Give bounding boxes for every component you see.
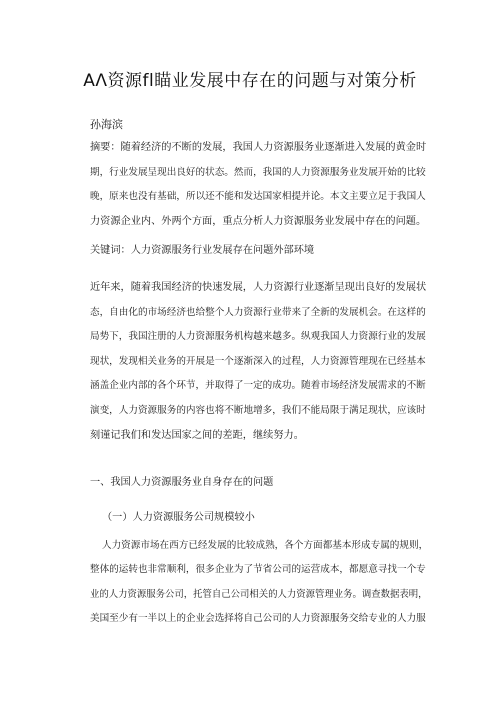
section-heading: 一、我国人力资源服务业自身存在的问题 [90,477,274,488]
body-line: 整体的运转也非常顺利，很多企业为了节省公司的运营成本，都愿意寻找一个专 [90,564,426,575]
abstract-line: 期，行业发展呈现出良好的状态。然而，我国的人力资源服务业发展开始的比较 [90,166,426,178]
abstract-paragraph [90,136,430,234]
document-title [0,66,500,91]
intro-line: 近年来，随着我国经济的快速发展，人力资源行业逐渐呈现出良好的发展状 [90,282,427,293]
intro-line: 局势下，我国注册的人力资源服务机构越来越多。纵观我国人力资源行业的发展 [90,331,426,343]
author-name: 孙海滨 [90,118,123,131]
body-line: 业的人力资源服务公司，托管自己公司相关的人力资源管理业务。调查数据表明， [90,588,428,600]
body-paragraph-continued [90,558,432,632]
body-line: 人力资源市场在西方已经发展的比较成熟，各个方面都基本形成专属的规则， [102,540,429,551]
body-line: 美国至少有一半以上的企业会选择将自己公司的人力资源服务交给专业的人力服 [90,613,426,625]
intro-paragraph [90,276,430,448]
intro-line: 刻谨记我们和发达国家之间的差距，继续努力。 [90,429,304,441]
abstract-line: 力资源企业内、外两个方面，重点分析人力资源服务业发展中存在的问题。 [90,215,427,227]
intro-line: 演变，人力资源服务的内容也将不断地增多，我们不能局限于满足现状，应该时 [90,404,426,416]
subsection-heading: （一）人力资源服务公司规模较小 [102,512,255,523]
intro-line: 现状，发现相关业务的开展是一个逐渐深入的过程，人力资源管理现在已经基本 [90,355,426,367]
body-paragraph [102,534,432,559]
document-title-text: AΛ资源fl瞄业发展中存在的问题与对策分析 [83,71,417,91]
keywords-line: 关键词：人力资源服务行业发展存在问题外部环境 [90,245,315,256]
abstract-line: 晚，原来也没有基础，所以还不能和发达国家相提并论。本文主要立足于我国人 [90,191,426,203]
abstract-line: 摘要：随着经济的不断的发展，我国人力资源服务业逐渐进入发展的黄金时 [90,142,427,153]
intro-line: 态，自由化的市场经济也给整个人力资源行业带来了全新的发展机会。在这样的 [90,306,426,318]
intro-line: 涵盖企业内部的各个环节，并取得了一定的成功。随着市场经济发展需求的不断 [90,380,426,392]
